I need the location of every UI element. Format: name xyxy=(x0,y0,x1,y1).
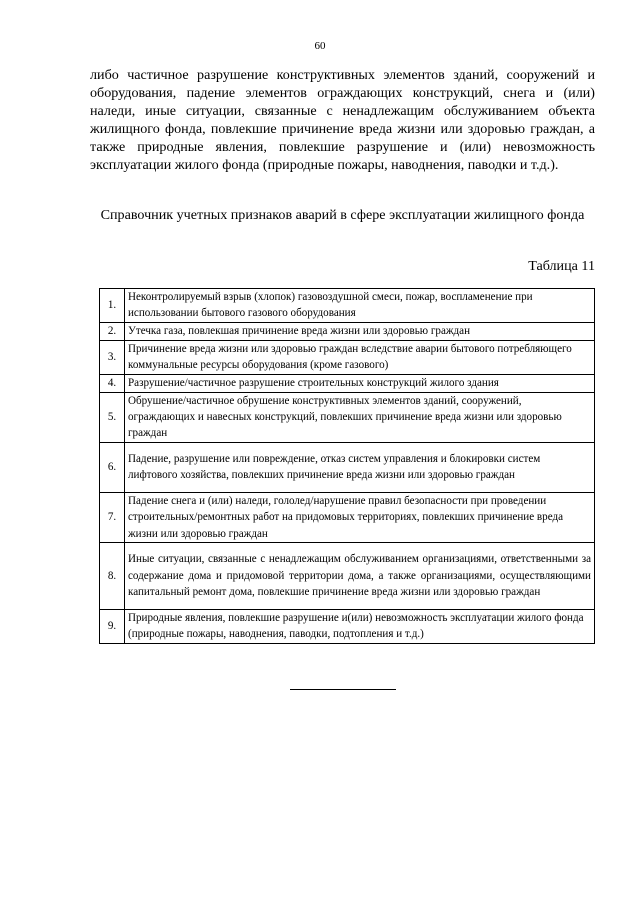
row-number: 1. xyxy=(100,289,125,323)
row-number: 7. xyxy=(100,492,125,542)
row-number: 4. xyxy=(100,374,125,392)
table-row xyxy=(100,442,595,492)
row-text: Утечка газа, повлекшая причинение вреда жизни или здоровью граждан xyxy=(125,322,595,340)
row-number: 6. xyxy=(100,442,125,492)
row-number: 8. xyxy=(100,543,125,610)
table-label: Таблица 11 xyxy=(528,258,595,274)
table-row xyxy=(100,392,595,442)
row-text: Падение, разрушение или повреждение, отказ систем управления и блокировки систем лифтового хозяйства, повлекших причинение вреда жизни или здоровью граждан xyxy=(125,442,595,492)
table-row xyxy=(100,322,595,340)
accident-criteria-table xyxy=(99,288,595,644)
row-text: Причинение вреда жизни или здоровью граждан вследствие аварии бытового потребляющего коммунальные ресурсы оборудования (кроме газового) xyxy=(125,340,595,374)
row-number: 9. xyxy=(100,610,125,644)
row-number: 2. xyxy=(100,322,125,340)
row-text: Природные явления, повлекшие разрушение и(или) невозможность эксплуатации жилого фонда (природные пожары, наводнения, паводки, подтопления и т.д.) xyxy=(125,610,595,644)
table-row xyxy=(100,492,595,542)
page-number: 60 xyxy=(314,40,326,52)
table-row xyxy=(100,340,595,374)
table-row xyxy=(100,289,595,323)
row-text: Разрушение/частичное разрушение строительных конструкций жилого здания xyxy=(125,374,595,392)
table-row xyxy=(100,374,595,392)
row-text: Неконтролируемый взрыв (хлопок) газовоздушной смеси, пожар, воспламенение при использовании бытового газового оборудования xyxy=(125,289,595,323)
row-text: Иные ситуации, связанные с ненадлежащим обслуживанием организациями, ответственными за содержание дома и придомовой территории дома, а также организациями, осуществляющими капитальный ремонт дома, повлекшие причинение вреда жизни или здоровью граждан xyxy=(125,543,595,610)
row-text: Падение снега и (или) наледи, гололед/нарушение правил безопасности при проведении строительных/ремонтных работ на придомовых территориях, повлекших причинение вреда жизни или здоровью граждан xyxy=(125,492,595,542)
row-text: Обрушение/частичное обрушение конструктивных элементов зданий, сооружений, ограждающих и навесных конструкций, повлекших причинение вреда жизни или здоровью граждан xyxy=(125,392,595,442)
table-row xyxy=(100,610,595,644)
row-number: 3. xyxy=(100,340,125,374)
end-divider xyxy=(290,689,396,690)
section-title: Справочник учетных признаков аварий в сфере эксплуатации жилищного фонда xyxy=(100,207,585,223)
row-number: 5. xyxy=(100,392,125,442)
intro-paragraph: либо частичное разрушение конструктивных элементов зданий, сооружений и оборудования, падение элементов ограждающих конструкций, снега и (или) наледи, иные ситуации, связанные с ненадлежащим обслуживанием объекта жилищного фонда, повлекшие причинение вреда жизни или здоровью граждан, а также природные явления, повлекшие разрушение и (или) невозможность эксплуатации жилого фонда (природные пожары, наводнения, паводки и т.д.). xyxy=(90,67,595,173)
table-row xyxy=(100,543,595,610)
